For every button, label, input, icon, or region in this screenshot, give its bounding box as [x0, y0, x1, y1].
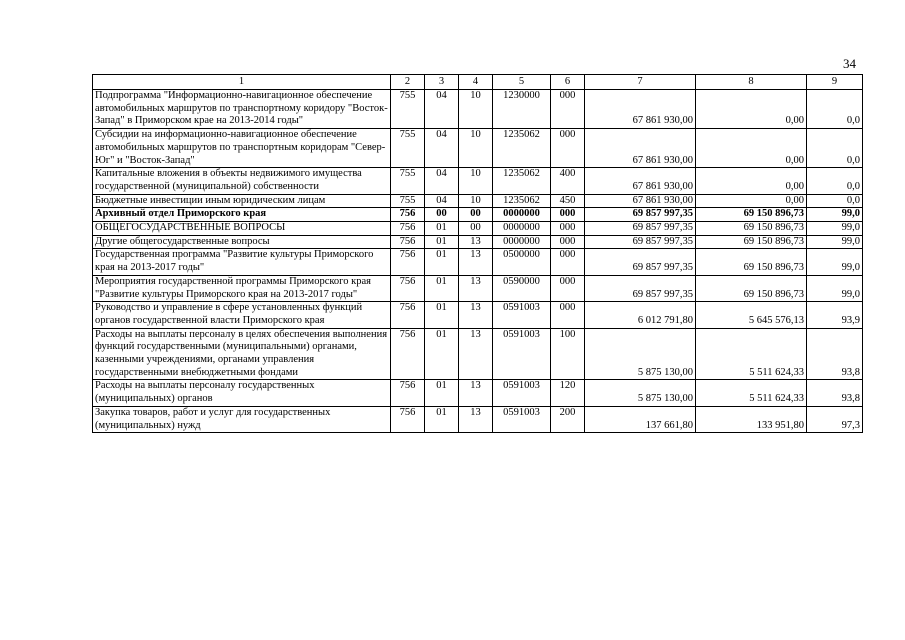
target-code-cell: 0500000 — [493, 249, 551, 275]
subsection-code-cell: 13 — [459, 249, 493, 275]
section-code-cell: 01 — [425, 235, 459, 249]
column-header: 8 — [696, 75, 807, 90]
subsection-code-cell: 00 — [459, 208, 493, 222]
ved-code-cell: 756 — [391, 222, 425, 236]
target-code-cell: 0000000 — [493, 222, 551, 236]
table-row — [93, 168, 863, 194]
row-name-cell: Субсидии на информационно-навигационное обеспечение автомобильных маршрутов по транспортным коридорам "Север-Юг" и "Восток-Запад" — [93, 129, 391, 168]
planned-amount-cell: 6 012 791,80 — [585, 302, 696, 328]
subsection-code-cell: 10 — [459, 168, 493, 194]
table-row — [93, 302, 863, 328]
planned-amount-cell: 137 661,80 — [585, 406, 696, 432]
table-row — [93, 406, 863, 432]
expense-type-cell: 000 — [551, 90, 585, 129]
actual-amount-cell: 69 150 896,73 — [696, 208, 807, 222]
actual-amount-cell: 0,00 — [696, 168, 807, 194]
section-code-cell: 01 — [425, 222, 459, 236]
row-name-cell: Другие общегосударственные вопросы — [93, 235, 391, 249]
ved-code-cell: 756 — [391, 302, 425, 328]
target-code-cell: 1235062 — [493, 194, 551, 208]
expense-type-cell: 000 — [551, 275, 585, 301]
planned-amount-cell: 67 861 930,00 — [585, 129, 696, 168]
target-code-cell: 0591003 — [493, 328, 551, 380]
expense-type-cell: 000 — [551, 302, 585, 328]
subsection-code-cell: 13 — [459, 406, 493, 432]
percent-cell: 99,0 — [807, 208, 863, 222]
column-header: 7 — [585, 75, 696, 90]
target-code-cell: 1230000 — [493, 90, 551, 129]
actual-amount-cell: 0,00 — [696, 194, 807, 208]
subsection-code-cell: 00 — [459, 222, 493, 236]
expense-type-cell: 100 — [551, 328, 585, 380]
table-row — [93, 129, 863, 168]
actual-amount-cell: 69 150 896,73 — [696, 235, 807, 249]
table-header-row — [93, 75, 863, 90]
percent-cell: 93,8 — [807, 380, 863, 406]
planned-amount-cell: 5 875 130,00 — [585, 380, 696, 406]
percent-cell: 99,0 — [807, 235, 863, 249]
subsection-code-cell: 13 — [459, 275, 493, 301]
percent-cell: 0,0 — [807, 90, 863, 129]
section-code-cell: 00 — [425, 208, 459, 222]
expense-type-cell: 400 — [551, 168, 585, 194]
actual-amount-cell: 5 511 624,33 — [696, 328, 807, 380]
section-code-cell: 04 — [425, 194, 459, 208]
target-code-cell: 0000000 — [493, 235, 551, 249]
subsection-code-cell: 13 — [459, 380, 493, 406]
row-name-cell: Закупка товаров, работ и услуг для государственных (муниципальных) нужд — [93, 406, 391, 432]
subsection-code-cell: 13 — [459, 302, 493, 328]
ved-code-cell: 756 — [391, 235, 425, 249]
actual-amount-cell: 5 645 576,13 — [696, 302, 807, 328]
actual-amount-cell: 69 150 896,73 — [696, 249, 807, 275]
section-code-cell: 01 — [425, 328, 459, 380]
target-code-cell: 0591003 — [493, 406, 551, 432]
row-name-cell: ОБЩЕГОСУДАРСТВЕННЫЕ ВОПРОСЫ — [93, 222, 391, 236]
column-header: 2 — [391, 75, 425, 90]
percent-cell: 99,0 — [807, 222, 863, 236]
subsection-code-cell: 10 — [459, 129, 493, 168]
section-code-cell: 04 — [425, 129, 459, 168]
subsection-code-cell: 10 — [459, 194, 493, 208]
table-row — [93, 249, 863, 275]
ved-code-cell: 756 — [391, 328, 425, 380]
section-code-cell: 01 — [425, 406, 459, 432]
percent-cell: 0,0 — [807, 129, 863, 168]
section-code-cell: 04 — [425, 168, 459, 194]
target-code-cell: 0591003 — [493, 380, 551, 406]
planned-amount-cell: 69 857 997,35 — [585, 275, 696, 301]
percent-cell: 0,0 — [807, 168, 863, 194]
section-code-cell: 01 — [425, 380, 459, 406]
column-header: 9 — [807, 75, 863, 90]
target-code-cell: 0590000 — [493, 275, 551, 301]
target-code-cell: 1235062 — [493, 168, 551, 194]
ved-code-cell: 756 — [391, 208, 425, 222]
row-name-cell: Бюджетные инвестиции иным юридическим лицам — [93, 194, 391, 208]
planned-amount-cell: 67 861 930,00 — [585, 168, 696, 194]
row-name-cell: Руководство и управление в сфере установленных функций органов государственной власти Приморского края — [93, 302, 391, 328]
expense-type-cell: 120 — [551, 380, 585, 406]
planned-amount-cell: 69 857 997,35 — [585, 222, 696, 236]
table-row — [93, 90, 863, 129]
section-code-cell: 01 — [425, 249, 459, 275]
expense-type-cell: 000 — [551, 249, 585, 275]
actual-amount-cell: 69 150 896,73 — [696, 222, 807, 236]
ved-code-cell: 756 — [391, 275, 425, 301]
planned-amount-cell: 67 861 930,00 — [585, 194, 696, 208]
column-header: 5 — [493, 75, 551, 90]
row-name-cell: Архивный отдел Приморского края — [93, 208, 391, 222]
percent-cell: 97,3 — [807, 406, 863, 432]
expense-type-cell: 450 — [551, 194, 585, 208]
row-name-cell: Подпрограмма "Информационно-навигационное обеспечение автомобильных маршрутов по транспортному коридору "Восток-Запад" в Приморском крае на 2013-2014 годы" — [93, 90, 391, 129]
percent-cell: 93,8 — [807, 328, 863, 380]
percent-cell: 99,0 — [807, 275, 863, 301]
section-code-cell: 04 — [425, 90, 459, 129]
percent-cell: 93,9 — [807, 302, 863, 328]
page-number: 34 — [843, 56, 856, 71]
table-row — [93, 235, 863, 249]
planned-amount-cell: 69 857 997,35 — [585, 208, 696, 222]
percent-cell: 99,0 — [807, 249, 863, 275]
row-name-cell: Мероприятия государственной программы Приморского края "Развитие культуры Приморского края на 2013-2017 годы" — [93, 275, 391, 301]
planned-amount-cell: 5 875 130,00 — [585, 328, 696, 380]
ved-code-cell: 755 — [391, 168, 425, 194]
section-code-cell: 01 — [425, 275, 459, 301]
subsection-code-cell: 13 — [459, 328, 493, 380]
actual-amount-cell: 0,00 — [696, 90, 807, 129]
expense-type-cell: 000 — [551, 208, 585, 222]
column-header: 4 — [459, 75, 493, 90]
section-code-cell: 01 — [425, 302, 459, 328]
ved-code-cell: 756 — [391, 406, 425, 432]
subsection-code-cell: 10 — [459, 90, 493, 129]
ved-code-cell: 755 — [391, 90, 425, 129]
budget-table — [92, 74, 863, 433]
actual-amount-cell: 0,00 — [696, 129, 807, 168]
actual-amount-cell: 133 951,80 — [696, 406, 807, 432]
row-name-cell: Государственная программа "Развитие культуры Приморского края на 2013-2017 годы" — [93, 249, 391, 275]
table-row — [93, 222, 863, 236]
planned-amount-cell: 69 857 997,35 — [585, 249, 696, 275]
target-code-cell: 0591003 — [493, 302, 551, 328]
table-row — [93, 380, 863, 406]
row-name-cell: Капитальные вложения в объекты недвижимого имущества государственной (муниципальной) собственности — [93, 168, 391, 194]
row-name-cell: Расходы на выплаты персоналу в целях обеспечения выполнения функций государственными (муниципальными) органами, казенными учреждениями, органами управления государственными внебюджетными фондами — [93, 328, 391, 380]
ved-code-cell: 756 — [391, 249, 425, 275]
percent-cell: 0,0 — [807, 194, 863, 208]
ved-code-cell: 756 — [391, 380, 425, 406]
expense-type-cell: 000 — [551, 235, 585, 249]
target-code-cell: 0000000 — [493, 208, 551, 222]
column-header: 3 — [425, 75, 459, 90]
column-header: 1 — [93, 75, 391, 90]
ved-code-cell: 755 — [391, 129, 425, 168]
expense-type-cell: 000 — [551, 129, 585, 168]
expense-type-cell: 000 — [551, 222, 585, 236]
actual-amount-cell: 5 511 624,33 — [696, 380, 807, 406]
expense-type-cell: 200 — [551, 406, 585, 432]
table-row — [93, 208, 863, 222]
subsection-code-cell: 13 — [459, 235, 493, 249]
ved-code-cell: 755 — [391, 194, 425, 208]
column-header: 6 — [551, 75, 585, 90]
actual-amount-cell: 69 150 896,73 — [696, 275, 807, 301]
planned-amount-cell: 67 861 930,00 — [585, 90, 696, 129]
row-name-cell: Расходы на выплаты персоналу государственных (муниципальных) органов — [93, 380, 391, 406]
table-row — [93, 275, 863, 301]
planned-amount-cell: 69 857 997,35 — [585, 235, 696, 249]
target-code-cell: 1235062 — [493, 129, 551, 168]
table-row — [93, 328, 863, 380]
table-row — [93, 194, 863, 208]
